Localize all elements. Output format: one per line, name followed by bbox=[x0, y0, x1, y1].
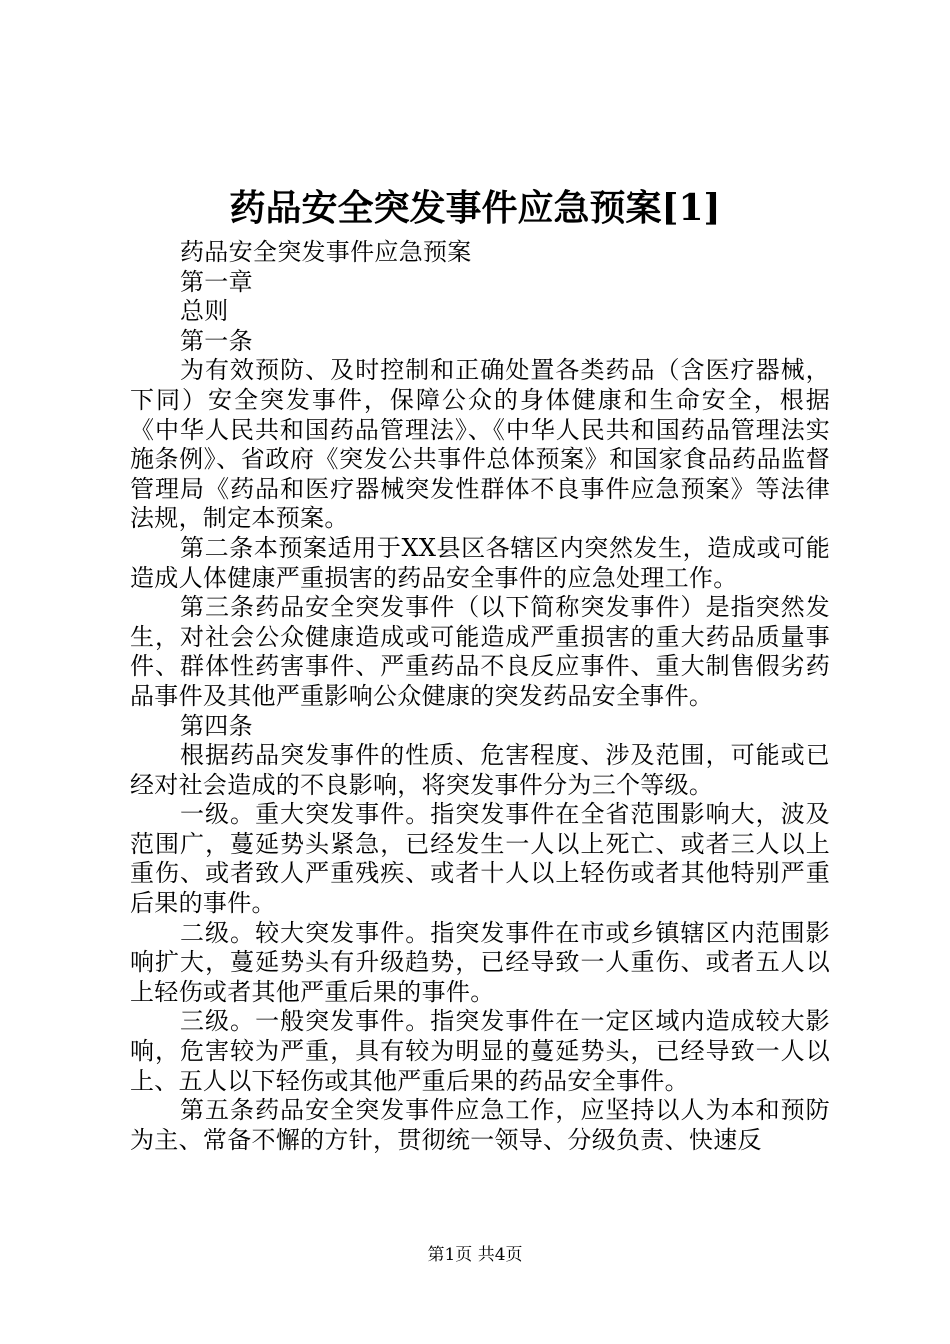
paragraph-article-2: 第二条本预案适用于XX县区各辖区内突然发生，造成或可能造成人体健康严重损害的药品安全事件的应急处理工作。 bbox=[130, 533, 830, 592]
paragraph-general-provisions: 总则 bbox=[180, 297, 229, 326]
paragraph-level-3: 三级。一般突发事件。指突发事件在一定区域内造成较大影响，危害较为严重，具有较为明显的蔓延势头，已经导致一人以上、五人以下轻伤或其他严重后果的药品安全事件。 bbox=[130, 1007, 830, 1095]
paragraph-article-5: 第五条药品安全突发事件应急工作，应坚持以人为本和预防为主、常备不懈的方针，贯彻统一领导、分级负责、快速反 bbox=[130, 1096, 830, 1154]
paragraph-chapter: 第一章 bbox=[180, 267, 253, 296]
paragraph-level-2: 二级。较大突发事件。指突发事件在市或乡镇辖区内范围影响扩大，蔓延势头有升级趋势，已经导致一人重伤、或者五人以上轻伤或者其他严重后果的事件。 bbox=[130, 918, 830, 1006]
document-title: 药品安全突发事件应急预案[1] bbox=[229, 187, 721, 229]
paragraph-article-4-heading: 第四条 bbox=[180, 711, 253, 740]
paragraph-article-4-body: 根据药品突发事件的性质、危害程度、涉及范围，可能或已经对社会造成的不良影响，将突发事件分为三个等级。 bbox=[130, 741, 830, 799]
page-footer: 第1页 共4页 bbox=[427, 1245, 523, 1265]
paragraph-article-3: 第三条药品安全突发事件（以下简称突发事件）是指突然发生，对社会公众健康造成或可能造成严重损害的重大药品质量事件、群体性药害事件、严重药品不良反应事件、重大制售假劣药品事件及其他严重影响公众健康的突发药品安全事件。 bbox=[130, 593, 830, 710]
document-body bbox=[130, 238, 830, 1155]
paragraph-article-1-heading: 第一条 bbox=[180, 326, 253, 355]
paragraph-subtitle: 药品安全突发事件应急预案 bbox=[180, 238, 472, 266]
paragraph-article-1-body: 为有效预防、及时控制和正确处置各类药品（含医疗器械，下同）安全突发事件，保障公众的身体健康和生命安全，根据《中华人民共和国药品管理法》、《中华人民共和国药品管理法实施条例》、省政府《突发公共事件总体预案》和国家食品药品监督管理局《药品和医疗器械突发性群体不良事件应急预案》等法律法规，制定本预案。 bbox=[130, 356, 830, 533]
paragraph-level-1: 一级。重大突发事件。指突发事件在全省范围影响大，波及范围广，蔓延势头紧急，已经发生一人以上死亡、或者三人以上重伤、或者致人严重残疾、或者十人以上轻伤或者其他特别严重后果的事件。 bbox=[130, 800, 830, 918]
